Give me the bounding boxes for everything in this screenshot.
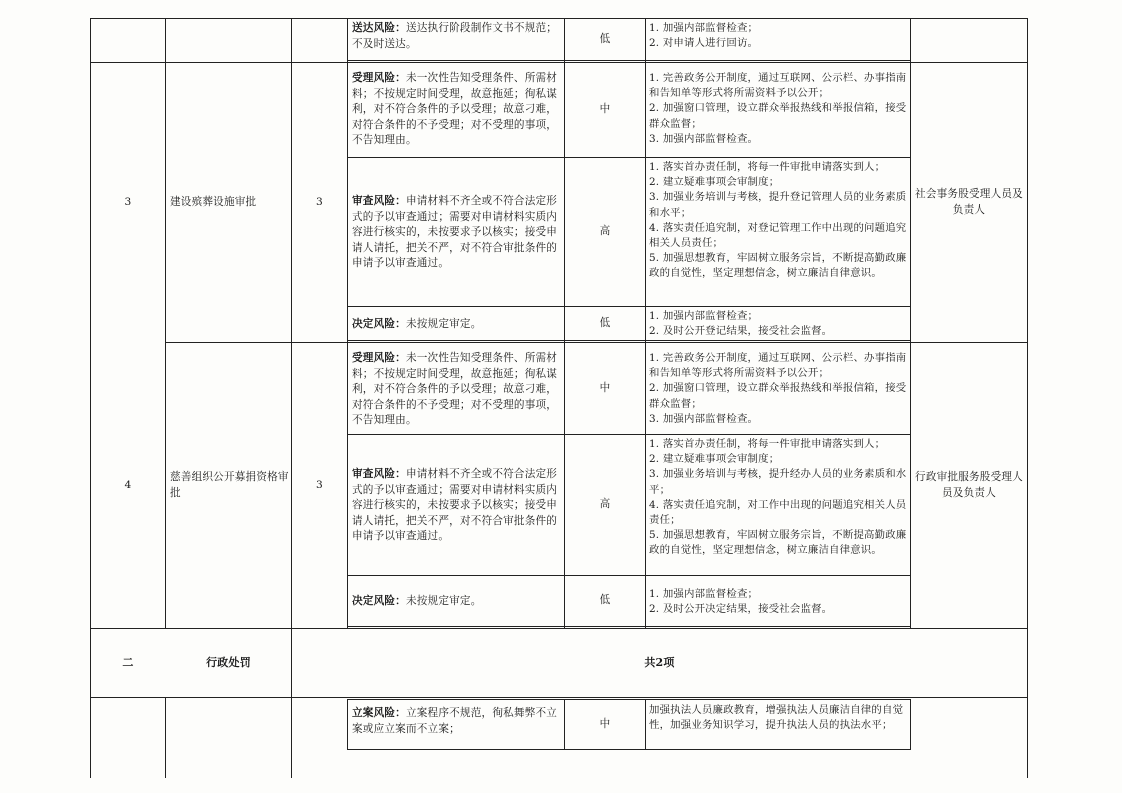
prevention-measures: 1. 落实首办责任制，将每一件审批申请落实到人； 2. 建立疑难事项会审制度； 3. 加强业务培训与考核，提升经办人员的业务素质和水平； 4. 落实责任追究制，对工作中出现的问题追究相关人员责任； 5. 加强思想教育，牢固树立服务宗旨，不断提高勤政廉政的自觉性，坚定理想信念，树立廉洁自律意识。 xyxy=(649,438,907,557)
prevention-measures: 1. 加强内部监督检查； 2. 及时公开登记结果，接受社会监督。 xyxy=(649,310,833,338)
prevention-measures: 1. 加强内部监督检查； 2. 对申请人进行回访。 xyxy=(649,22,759,50)
risk-level: 高 xyxy=(599,225,611,238)
risk-description: 决定风险：未按规定审定。 xyxy=(352,595,482,608)
risk-count: 3 xyxy=(316,478,323,491)
risk-level: 低 xyxy=(599,594,611,607)
risk-level: 低 xyxy=(599,316,611,329)
col-rule xyxy=(1027,18,1028,778)
risk-level: 中 xyxy=(599,717,611,730)
section-number: 二 xyxy=(122,656,134,670)
risk-description: 送达风险：送达执行阶段制作文书不规范；不及时送达。 xyxy=(352,22,558,50)
prevention-measures: 1. 落实首办责任制，将每一件审批申请落实到人； 2. 建立疑难事项会审制度； 3. 加强业务培训与考核，提升登记管理人员的业务素质和水平； 4. 落实责任追究制，对登记管理工作中出现的问题追究相关人员责任； 5. 加强思想教育，牢固树立服务宗旨，不断提高勤政廉政的自觉性，坚定理想信念，树立廉洁自律意识。 xyxy=(649,161,907,280)
risk-level: 低 xyxy=(599,32,611,45)
prevention-measures: 1. 完善政务公开制度，通过互联网、公示栏、办事指南和告知单等形式将所需资料予以公开； 2. 加强窗口管理，设立群众举报热线和举报信箱，接受群众监督； 3. 加强内部监督检查。 xyxy=(649,352,907,425)
risk-description: 受理风险：未一次性告知受理条件、所需材料；不按规定时间受理，故意拖延；徇私谋利，对不符合条件的予以受理；故意刁难，对符合条件的不予受理；对不受理的事项，不告知理由。 xyxy=(352,72,558,147)
risk-table xyxy=(90,18,1028,778)
item-number: 4 xyxy=(124,478,132,491)
col-rule xyxy=(291,697,292,778)
item-name: 建设殡葬设施审批 xyxy=(170,195,257,208)
section-title: 行政处罚 xyxy=(206,656,251,670)
item-name: 慈善组织公开募捐资格审批 xyxy=(170,470,289,499)
risk-level: 中 xyxy=(599,103,611,116)
risk-level: 高 xyxy=(599,498,611,511)
prevention-measures: 加强执法人员廉政教育，增强执法人员廉洁自律的自觉性，加强业务知识学习，提升执法人员的执法水平； xyxy=(649,704,904,732)
risk-description: 审查风险：申请材料不齐全或不符合法定形式的予以审查通过；需要对申请材料实质内容进行核实的，未按要求予以核实；接受申请人请托，把关不严，对不符合审批条件的申请予以审查通过。 xyxy=(352,195,558,270)
prevention-measures: 1. 完善政务公开制度，通过互联网、公示栏、办事指南和告知单等形式将所需资料予以公开； 2. 加强窗口管理，设立群众举报热线和举报信箱，接受群众监督； 3. 加强内部监督检查。 xyxy=(649,72,907,145)
risk-description: 立案风险：立案程序不规范，徇私舞弊不立案或应立案而不立案； xyxy=(352,707,558,735)
risk-level: 中 xyxy=(599,381,611,394)
item-number: 3 xyxy=(124,195,132,208)
section-total: 共2项 xyxy=(644,656,675,670)
risk-count: 3 xyxy=(316,195,323,208)
prevention-measures: 1. 加强内部监督检查； 2. 及时公开决定结果，接受社会监督。 xyxy=(649,587,833,615)
responsible-party: 社会事务股受理人员及负责人 xyxy=(915,187,1023,216)
col-rule xyxy=(165,697,166,778)
risk-description: 决定风险：未按规定审定。 xyxy=(352,317,482,330)
row-rule xyxy=(347,749,910,750)
risk-description: 受理风险：未一次性告知受理条件、所需材料；不按规定时间受理，故意拖延；徇私谋利，对不符合条件的予以受理；故意刁难，对符合条件的不予受理；对不受理的事项，不告知理由。 xyxy=(352,352,558,427)
risk-description: 审查风险：申请材料不齐全或不符合法定形式的予以审查通过；需要对申请材料实质内容进行核实的，未按要求予以核实；接受申请人请托，把关不严，对不符合审批条件的申请予以审查通过。 xyxy=(352,468,558,543)
responsible-party: 行政审批服务股受理人员及负责人 xyxy=(915,470,1023,499)
col-rule xyxy=(910,699,911,750)
